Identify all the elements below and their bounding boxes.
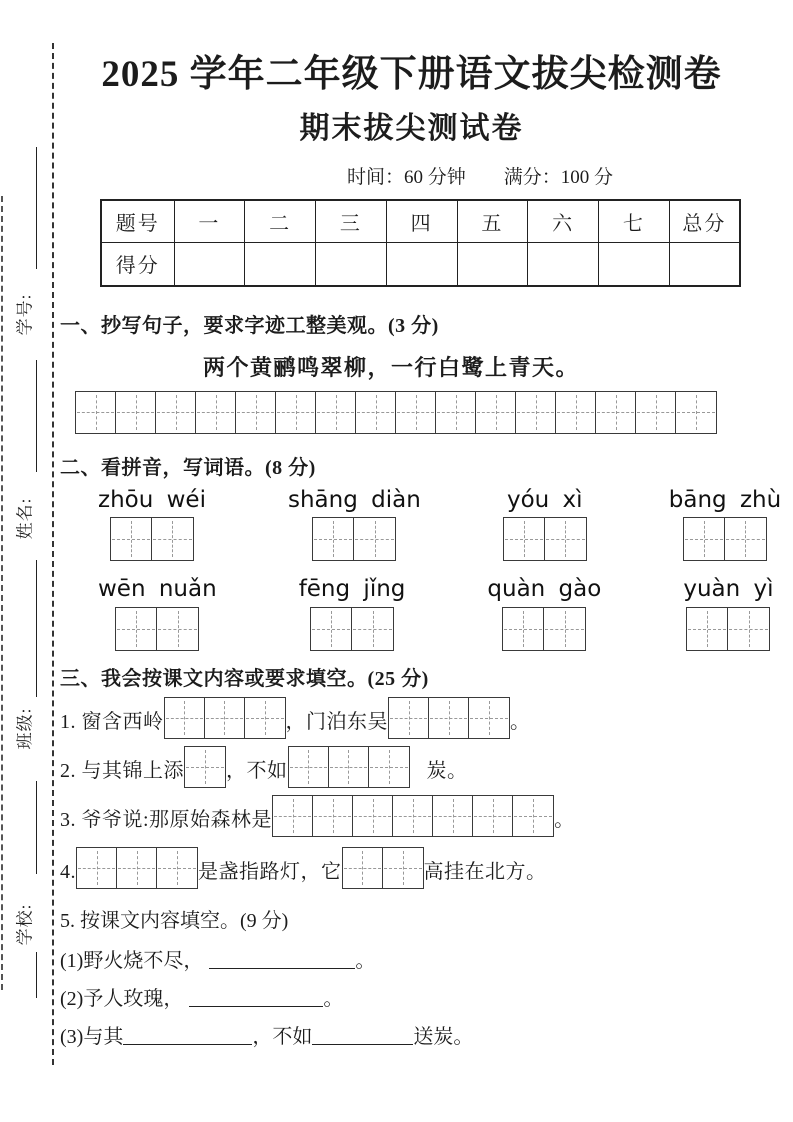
student-name-label: 姓名:	[15, 497, 35, 540]
writing-grid-cell	[545, 518, 586, 560]
writing-grid	[184, 746, 226, 788]
writing-grid-cell	[273, 796, 313, 836]
pinyin-group	[503, 487, 587, 562]
fill-in-blank	[123, 1031, 252, 1045]
col-header-6: 六	[528, 200, 599, 243]
question-3-text-pre: 3. 爷爷说:那原始森林是	[60, 808, 273, 831]
section2-heading: 二、看拼音，写词语。(8 分)	[60, 456, 316, 479]
score-cell-empty	[599, 243, 670, 286]
writing-grid-cell	[684, 518, 725, 560]
writing-grid-cell	[354, 518, 395, 560]
writing-grid-cell	[313, 796, 353, 836]
sub2-end: 。	[323, 987, 344, 1010]
question-number-header: 题号	[101, 200, 174, 243]
pinyin-group	[288, 487, 421, 562]
writing-grid	[164, 697, 286, 739]
writing-grid-cell	[116, 608, 157, 650]
paper-title: 2025 学年二年级下册语文拔尖检测卷	[101, 54, 722, 95]
col-header-3: 三	[316, 200, 387, 243]
time-label: 时间：60 分钟	[347, 166, 466, 188]
fill-in-blank	[189, 993, 323, 1007]
fill-in-blank	[312, 1031, 413, 1045]
score-table-header-row	[101, 200, 740, 243]
writing-grid-cell	[343, 848, 383, 888]
writing-grid-cell	[245, 698, 285, 738]
writing-grid-cell	[76, 392, 116, 433]
writing-grid-cell	[165, 698, 205, 738]
writing-grid-cell	[389, 698, 429, 738]
pinyin-row-1	[98, 486, 782, 562]
class-label: 班级:	[15, 707, 35, 750]
writing-grid-cell	[157, 608, 198, 650]
writing-grid-cell	[429, 698, 469, 738]
score-cell-empty	[386, 243, 457, 286]
sub3-text-pre: (3)与其	[60, 1025, 124, 1048]
question-2-text-mid: ，不如	[226, 759, 288, 782]
writing-grid-cell	[236, 392, 276, 433]
writing-grid	[388, 697, 510, 739]
sub1-end: 。	[355, 949, 376, 972]
writing-grid-cell	[393, 796, 433, 836]
col-header-7: 七	[599, 200, 670, 243]
pinyin-group	[299, 576, 406, 651]
copy-sentence: 两个黄鹂鸣翠柳，一行白鹭上青天。	[203, 354, 580, 380]
writing-grid	[76, 847, 198, 889]
pinyin-word: yuàn yì	[683, 576, 774, 603]
pinyin-group	[98, 576, 217, 651]
binding-margin	[0, 0, 60, 1122]
writing-grid	[75, 391, 717, 434]
question-1	[60, 697, 763, 739]
col-header-5: 五	[457, 200, 528, 243]
student-info-fill-line	[36, 147, 37, 269]
writing-grid	[342, 847, 424, 889]
score-cell-empty	[245, 243, 316, 286]
question-5-heading: 5. 按课文内容填空。(9 分)	[60, 909, 289, 932]
writing-grid-cell	[329, 747, 369, 787]
writing-grid-cell	[289, 747, 329, 787]
question-5-sub-2	[60, 986, 763, 1012]
sub1-text: (1)野火烧不尽，	[60, 949, 204, 972]
writing-grid-cell	[111, 518, 152, 560]
writing-grid-cell	[77, 848, 117, 888]
question-4-text-mid: 是盏指路灯，它	[198, 860, 342, 883]
writing-grid	[110, 517, 194, 561]
writing-grid-cell	[476, 392, 516, 433]
pinyin-word: shāng diàn	[287, 486, 421, 513]
writing-grid-cell	[117, 848, 157, 888]
writing-grid-cell	[369, 747, 409, 787]
sub3-text-end: 送炭。	[413, 1025, 474, 1048]
writing-grid-cell	[353, 796, 393, 836]
writing-grid-cell	[311, 608, 352, 650]
pinyin-word: bāng zhù	[668, 486, 782, 513]
total-score-header: 总分	[669, 200, 740, 243]
pinyin-row-2	[98, 576, 774, 651]
student-info-fill-line	[36, 560, 37, 697]
question-4-text-end: 高挂在北方。	[423, 860, 547, 883]
score-table	[100, 199, 741, 287]
writing-grid-cell	[433, 796, 473, 836]
col-header-4: 四	[386, 200, 457, 243]
writing-grid-cell	[556, 392, 596, 433]
writing-grid-cell	[728, 608, 769, 650]
student-info-fill-line	[36, 360, 37, 472]
pinyin-word: yóu xì	[506, 486, 583, 513]
section1-heading: 一、抄写句子，要求字迹工整美观。(3 分)	[60, 314, 439, 337]
writing-grid-cell	[469, 698, 509, 738]
writing-grid-cell	[544, 608, 585, 650]
writing-grid-cell	[436, 392, 476, 433]
question-2	[60, 746, 763, 788]
pinyin-group	[98, 487, 206, 562]
writing-grid	[288, 746, 410, 788]
pinyin-word: fēng jǐng	[298, 576, 406, 603]
pinyin-group	[669, 487, 781, 562]
binding-dashed-line-outer	[1, 196, 3, 990]
pinyin-word: quàn gào	[487, 576, 602, 603]
copy-grid-row	[75, 391, 763, 434]
binding-dashed-line-inner	[52, 43, 54, 1065]
fill-in-blank	[209, 955, 355, 969]
writing-grid	[686, 607, 770, 651]
writing-grid-cell	[473, 796, 513, 836]
writing-grid-cell	[116, 392, 156, 433]
col-header-1: 一	[174, 200, 245, 243]
writing-grid-cell	[185, 747, 225, 787]
question-3	[60, 795, 763, 837]
col-header-2: 二	[245, 200, 316, 243]
writing-grid-cell	[676, 392, 716, 433]
question-2-text-end: 炭。	[426, 759, 468, 782]
writing-grid	[115, 607, 199, 651]
writing-grid-cell	[687, 608, 728, 650]
writing-grid	[683, 517, 767, 561]
question-5-sub-3	[60, 1024, 763, 1050]
question-1-text-pre: 1. 窗含西岭	[60, 710, 164, 733]
score-cell-empty	[174, 243, 245, 286]
question-3-text-end: 。	[554, 808, 575, 831]
writing-grid-cell	[504, 518, 545, 560]
writing-grid	[503, 517, 587, 561]
score-cell-empty	[316, 243, 387, 286]
student-number-label: 学号:	[15, 293, 35, 336]
score-cell-empty	[528, 243, 599, 286]
question-5-sub-1	[60, 948, 763, 974]
score-table-score-row	[101, 243, 740, 286]
sub2-text: (2)予人玫瑰，	[60, 987, 184, 1010]
main-content	[60, 0, 782, 1050]
writing-grid-cell	[205, 698, 245, 738]
writing-grid-cell	[503, 608, 544, 650]
writing-grid-cell	[156, 392, 196, 433]
sub3-text-mid: ，不如	[252, 1025, 313, 1048]
section3-heading: 三、我会按课文内容或要求填空。(25 分)	[60, 667, 429, 690]
writing-grid-cell	[725, 518, 766, 560]
score-cell-empty	[457, 243, 528, 286]
writing-grid-cell	[157, 848, 197, 888]
time-and-score-line	[347, 162, 763, 189]
writing-grid-cell	[636, 392, 676, 433]
pinyin-group	[683, 576, 773, 651]
paper-subtitle: 期末拔尖测试卷	[299, 111, 524, 145]
question-1-text-end: 。	[510, 710, 531, 733]
score-row-label: 得分	[101, 243, 174, 286]
student-info-fill-line	[36, 952, 37, 998]
writing-grid	[312, 517, 396, 561]
question-4-number: 4.	[60, 860, 76, 883]
writing-grid-cell	[316, 392, 356, 433]
writing-grid-cell	[513, 796, 553, 836]
writing-grid-cell	[516, 392, 556, 433]
question-1-text-mid: ，门泊东吴	[285, 710, 388, 733]
question-4	[60, 847, 763, 889]
writing-grid-cell	[383, 848, 423, 888]
writing-grid	[502, 607, 586, 651]
writing-grid-cell	[356, 392, 396, 433]
writing-grid-cell	[596, 392, 636, 433]
full-score-label: 满分：100 分	[503, 166, 614, 188]
writing-grid	[272, 795, 554, 837]
writing-grid-cell	[152, 518, 193, 560]
school-label: 学校:	[15, 903, 35, 946]
student-info-fill-line	[36, 781, 37, 874]
pinyin-word: wēn nuǎn	[98, 576, 217, 603]
pinyin-word: zhōu wéi	[98, 486, 206, 513]
score-cell-empty	[669, 243, 740, 286]
writing-grid-cell	[352, 608, 393, 650]
pinyin-group	[487, 576, 601, 651]
writing-grid-cell	[396, 392, 436, 433]
writing-grid	[310, 607, 394, 651]
question-2-text-pre: 2. 与其锦上添	[60, 759, 184, 782]
writing-grid-cell	[313, 518, 354, 560]
writing-grid-cell	[276, 392, 316, 433]
writing-grid-cell	[196, 392, 236, 433]
